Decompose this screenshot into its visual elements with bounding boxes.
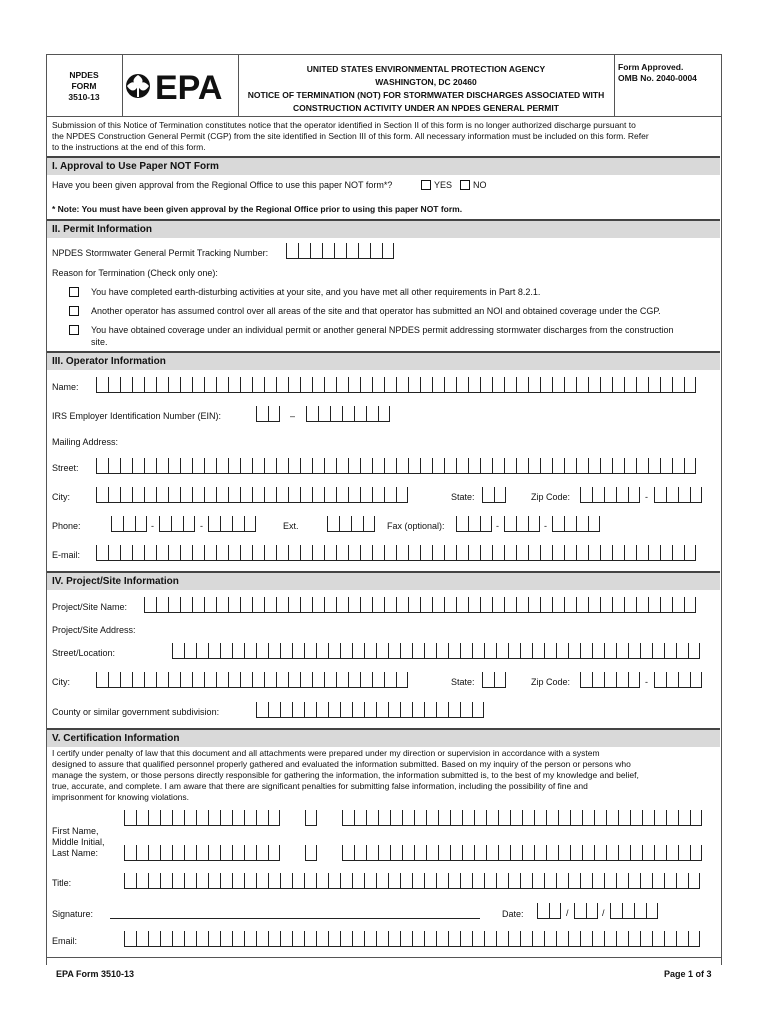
zip-hyphen: - <box>645 492 648 502</box>
ein-suffix-input[interactable] <box>306 406 390 422</box>
ein-dash: – <box>290 411 296 421</box>
reason-1-label: You have completed earth-disturbing activities at your site, and you have met all other requirements in Part 8.2.1. <box>91 287 541 297</box>
intro-text: Submission of this Notice of Termination constitutes notice that the operator identified in Section II of this form is no longer authorized discharge pursuant to the NPDES Construction General Permit (CGP) from the site identified in Section III of this form. All necessary information must be included on this form. Refer to the instructions at the end of this form. <box>52 120 649 152</box>
site-state-label: State: <box>451 677 475 687</box>
tracking-number-input[interactable] <box>286 243 394 259</box>
fax-line-input[interactable] <box>552 516 600 532</box>
middle-initial-input[interactable] <box>305 810 317 826</box>
no-checkbox[interactable] <box>460 180 470 190</box>
site-zip-input[interactable] <box>580 672 640 688</box>
operator-name-input[interactable] <box>96 377 696 393</box>
site-name-label: Project/Site Name: <box>52 602 128 612</box>
fax-prefix-input[interactable] <box>504 516 540 532</box>
state-input[interactable] <box>482 487 506 503</box>
epa-logo <box>124 66 234 111</box>
date-slash: / <box>566 908 569 918</box>
phone-line-input[interactable] <box>208 516 256 532</box>
fax-hyphen: - <box>544 521 547 531</box>
ein-label: IRS Employer Identification Number (EIN): <box>52 411 222 421</box>
reason-2-label: Another operator has assumed control over all areas of the site and that operator has submitted an NOI and obtained coverage under the CGP. <box>91 306 661 316</box>
agency-title: UNITED STATES ENVIRONMENTAL PROTECTION AGENCY WASHINGTON, DC 20460 NOTICE OF TERMINATION (NOT) FOR STORMWATER DISCHARGES ASSOCIATED WITH CONSTRUCTION ACTIVITY UNDER AN NPDES GENERAL PERMIT <box>247 64 605 113</box>
section-5-header: V. Certification Information <box>47 728 720 747</box>
ein-prefix-input[interactable] <box>256 406 280 422</box>
zip-ext-input[interactable] <box>654 487 702 503</box>
cert-email-input[interactable] <box>124 931 700 947</box>
title-label: Title: <box>52 878 72 888</box>
date-month-input[interactable] <box>537 903 561 919</box>
svg-text:EPA: EPA <box>155 69 223 106</box>
phone-hyphen: - <box>200 521 203 531</box>
site-street-label: Street/Location: <box>52 648 116 658</box>
phone-ext-input[interactable] <box>327 516 375 532</box>
header-divider <box>614 54 615 116</box>
site-zip-hyphen: - <box>645 677 648 687</box>
reason-label: Reason for Termination (Check only one): <box>52 268 218 278</box>
reason-1-checkbox[interactable] <box>69 287 79 297</box>
email-label: E-mail: <box>52 550 81 560</box>
section-2-header: II. Permit Information <box>47 219 720 238</box>
county-label: County or similar government subdivision: <box>52 707 220 717</box>
signature-line[interactable] <box>110 918 480 919</box>
site-name-input[interactable] <box>144 597 696 613</box>
tracking-label: NPDES Stormwater General Permit Tracking Number: <box>52 248 269 258</box>
last-name-input-2[interactable] <box>342 845 702 861</box>
epa-flower-icon <box>126 74 150 98</box>
site-city-input[interactable] <box>96 672 408 688</box>
yes-label: YES <box>434 180 453 190</box>
state-label: State: <box>451 492 475 502</box>
date-day-input[interactable] <box>574 903 598 919</box>
site-address-label: Project/Site Address: <box>52 625 136 635</box>
cert-email-label: Email: <box>52 936 78 946</box>
site-state-input[interactable] <box>482 672 506 688</box>
fax-label: Fax (optional): <box>387 521 445 531</box>
site-street-input[interactable] <box>172 643 700 659</box>
footer-form-number: EPA Form 3510-13 <box>56 969 135 979</box>
reason-3-checkbox[interactable] <box>69 325 79 335</box>
no-label: NO <box>473 180 487 190</box>
form-id: NPDES FORM 3510-13 <box>68 70 100 102</box>
email-input[interactable] <box>96 545 696 561</box>
mailing-label: Mailing Address: <box>52 437 119 447</box>
header-divider <box>238 54 239 116</box>
street-label: Street: <box>52 463 79 473</box>
top-border <box>46 54 721 55</box>
omb-approval: Form Approved. OMB No. 2040-0004 <box>618 62 697 83</box>
header-divider <box>122 54 123 116</box>
fax-hyphen: - <box>496 521 499 531</box>
date-slash: / <box>602 908 605 918</box>
city-label: City: <box>52 492 70 502</box>
first-name-input-2[interactable] <box>124 845 280 861</box>
county-input[interactable] <box>256 702 484 718</box>
first-name-input[interactable] <box>124 810 280 826</box>
reason-3-label: You have obtained coverage under an individual permit or another general NPDES permit addressing stormwater discharges from the construction site. <box>91 325 674 347</box>
site-zip-ext-input[interactable] <box>654 672 702 688</box>
zip-label: Zip Code: <box>531 492 571 502</box>
name-labels: First Name, Middle Initial, Last Name: <box>52 826 105 858</box>
phone-label: Phone: <box>52 521 81 531</box>
phone-hyphen: - <box>151 521 154 531</box>
section-1-header: I. Approval to Use Paper NOT Form <box>47 156 720 175</box>
site-city-label: City: <box>52 677 70 687</box>
middle-initial-input-2[interactable] <box>305 845 317 861</box>
yes-checkbox[interactable] <box>421 180 431 190</box>
name-label: Name: <box>52 382 79 392</box>
title-input[interactable] <box>124 873 700 889</box>
fax-area-input[interactable] <box>456 516 492 532</box>
last-name-input[interactable] <box>342 810 702 826</box>
bottom-border <box>46 957 721 958</box>
section-4-header: IV. Project/Site Information <box>47 571 720 590</box>
phone-prefix-input[interactable] <box>159 516 195 532</box>
phone-area-input[interactable] <box>111 516 147 532</box>
header-bottom-border <box>46 116 721 117</box>
signature-label: Signature: <box>52 909 94 919</box>
reason-2-checkbox[interactable] <box>69 306 79 316</box>
ext-label: Ext. <box>283 521 299 531</box>
footer-page-number: Page 1 of 3 <box>664 969 712 979</box>
site-zip-label: Zip Code: <box>531 677 571 687</box>
date-label: Date: <box>502 909 524 919</box>
certification-text: I certify under penalty of law that this document and all attachments were prepared under my direction or supervision in accordance with a system designed to assure that qualified personnel properly gathered and evaluated the information submitted. Based on my inquiry of the person or persons who manage the system, or those persons directly responsible for gathering the information, the information submitted is, to the best of my knowledge and belief, true, accurate, and complete. I am aware that there are significant penalties for submitting false information, including the possibility of fine and imprisonment for knowing violations. <box>52 748 639 802</box>
city-input[interactable] <box>96 487 408 503</box>
section-3-header: III. Operator Information <box>47 351 720 370</box>
zip-input[interactable] <box>580 487 640 503</box>
date-year-input[interactable] <box>610 903 658 919</box>
approval-note: * Note: You must have been given approval by the Regional Office prior to using this paper NOT form. <box>52 204 463 214</box>
approval-question: Have you been given approval from the Regional Office to use this paper NOT form*? <box>52 180 393 190</box>
street-input[interactable] <box>96 458 696 474</box>
